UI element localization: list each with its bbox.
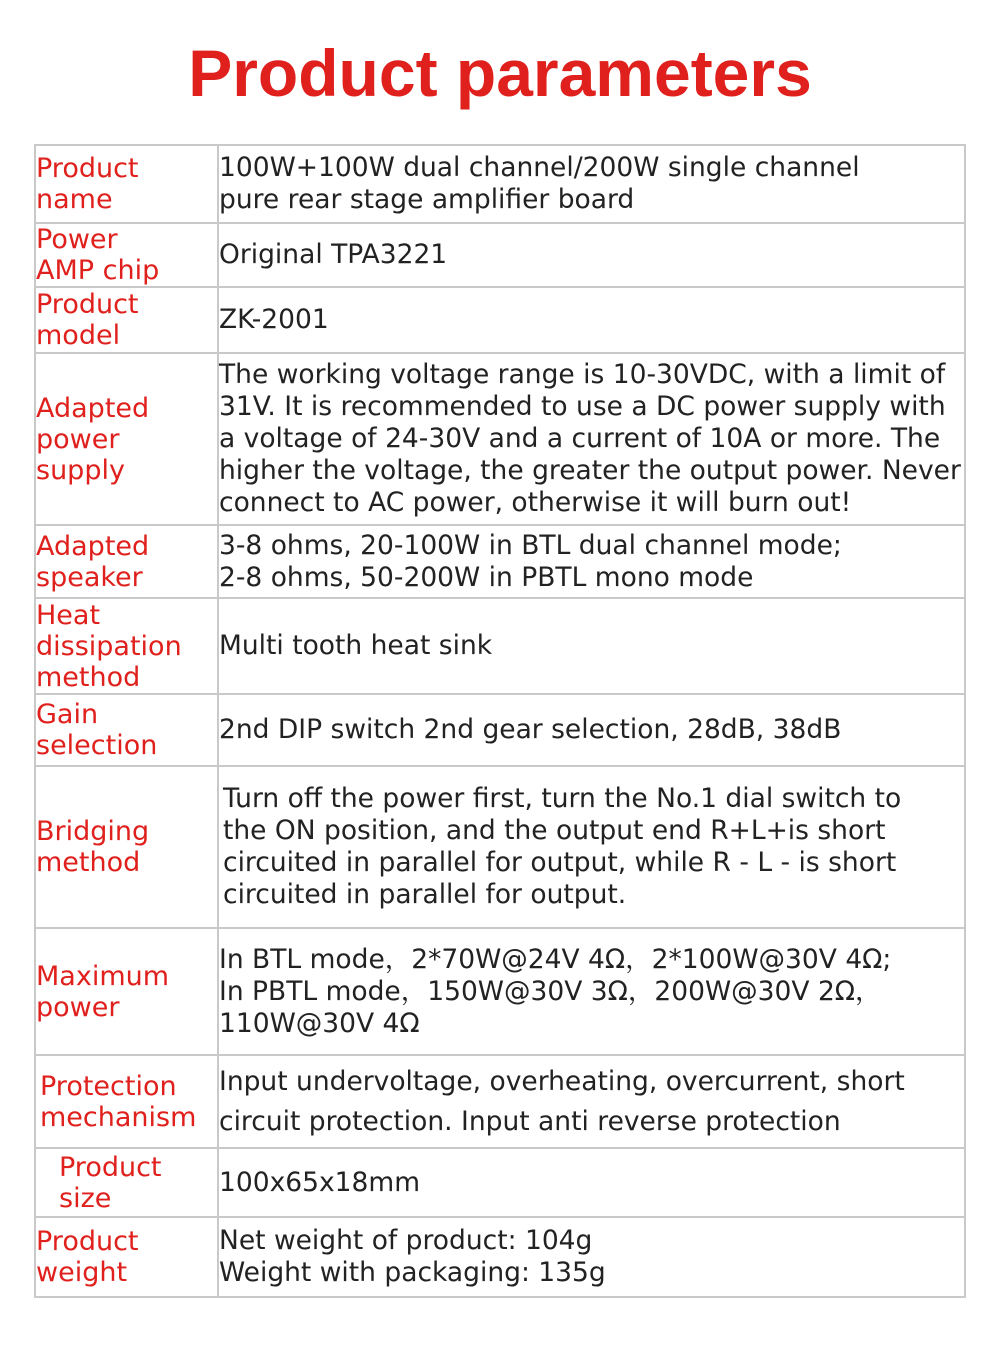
row-value: Multi tooth heat sink: [219, 630, 493, 661]
row-label: Protection mechanism: [40, 1070, 197, 1133]
table-row: [35, 1148, 965, 1217]
row-value: ZK-2001: [219, 304, 329, 335]
row-label-cell: [35, 598, 218, 694]
row-value: 100W+100W dual channel/200W single channel pure rear stage amplifier board: [219, 152, 860, 215]
row-value-cell: [218, 766, 965, 928]
row-value-cell: [218, 287, 965, 353]
row-value: Original TPA3221: [219, 239, 448, 270]
row-value: Net weight of product: 104g Weight with packaging: 135g: [219, 1225, 606, 1288]
row-label: Product weight: [36, 1226, 139, 1288]
row-value-cell: [218, 223, 965, 287]
row-value-cell: [218, 1148, 965, 1217]
row-value-cell: [218, 598, 965, 694]
table-row: [35, 1055, 965, 1148]
row-value-cell: [218, 145, 965, 223]
row-label: Adapted speaker: [36, 530, 150, 593]
row-label-cell: [35, 287, 218, 353]
row-value-cell: [218, 1055, 965, 1148]
row-value: Turn off the power first, turn the No.1 dial switch to the ON position, and the output end R+L+is short circuited in parallel for output, while R - L - is short circuited in parallel for output.: [223, 783, 902, 910]
row-label-cell: [35, 766, 218, 928]
row-label-cell: [35, 1217, 218, 1297]
row-label: Product size: [59, 1151, 162, 1214]
row-value: 3-8 ohms, 20-100W in BTL dual channel mode; 2-8 ohms, 50-200W in PBTL mono mode: [219, 529, 842, 593]
row-label-cell: [35, 1055, 218, 1148]
row-label-cell: [35, 694, 218, 766]
row-value: In BTL mode，2*70W@24V 4Ω，2*100W@30V 4Ω; In PBTL mode，150W@30V 3Ω，200W@30V 2Ω， 110W@30V 4Ω: [219, 943, 892, 1039]
table-row: [35, 1217, 965, 1297]
row-label-cell: [35, 928, 218, 1055]
row-label: Maximum power: [36, 960, 170, 1023]
row-value-cell: [218, 525, 965, 598]
row-value: The working voltage range is 10-30VDC, with a limit of 31V. It is recommended to use a DC power supply with a voltage of 24-30V and a current of 10A or more. The higher the voltage, the greater the output power. Never connect to AC power, otherwise it will burn out!: [219, 359, 961, 518]
row-label-cell: [35, 223, 218, 287]
row-label: Gain selection: [36, 699, 158, 761]
row-label-cell: [35, 1148, 218, 1217]
table-row: [35, 223, 965, 287]
row-label: Adapted power supply: [36, 392, 150, 486]
row-value-cell: [218, 928, 965, 1055]
row-label: Product name: [36, 153, 139, 215]
row-value-cell: [218, 353, 965, 525]
table-row: [35, 928, 965, 1055]
row-label-cell: [35, 353, 218, 525]
row-label-cell: [35, 145, 218, 223]
parameters-table: [34, 144, 966, 1298]
table-row: [35, 353, 965, 525]
row-label: Power AMP chip: [36, 224, 160, 286]
table-row: [35, 766, 965, 928]
row-label: Bridging method: [36, 816, 150, 878]
table-row: [35, 694, 965, 766]
row-label: Product model: [36, 289, 139, 351]
row-value: Input undervoltage, overheating, overcurrent, short circuit protection. Input anti reverse protection: [219, 1065, 905, 1137]
table-row: [35, 287, 965, 353]
table-row: [35, 525, 965, 598]
table-row: [35, 145, 965, 223]
page-title: Product parameters: [188, 36, 812, 110]
table-row: [35, 598, 965, 694]
row-label: Heat dissipation method: [36, 599, 182, 693]
row-value-cell: [218, 694, 965, 766]
row-value: 100x65x18mm: [219, 1166, 421, 1198]
row-value-cell: [218, 1217, 965, 1297]
row-value: 2nd DIP switch 2nd gear selection, 28dB, 38dB: [219, 714, 842, 745]
row-label-cell: [35, 525, 218, 598]
